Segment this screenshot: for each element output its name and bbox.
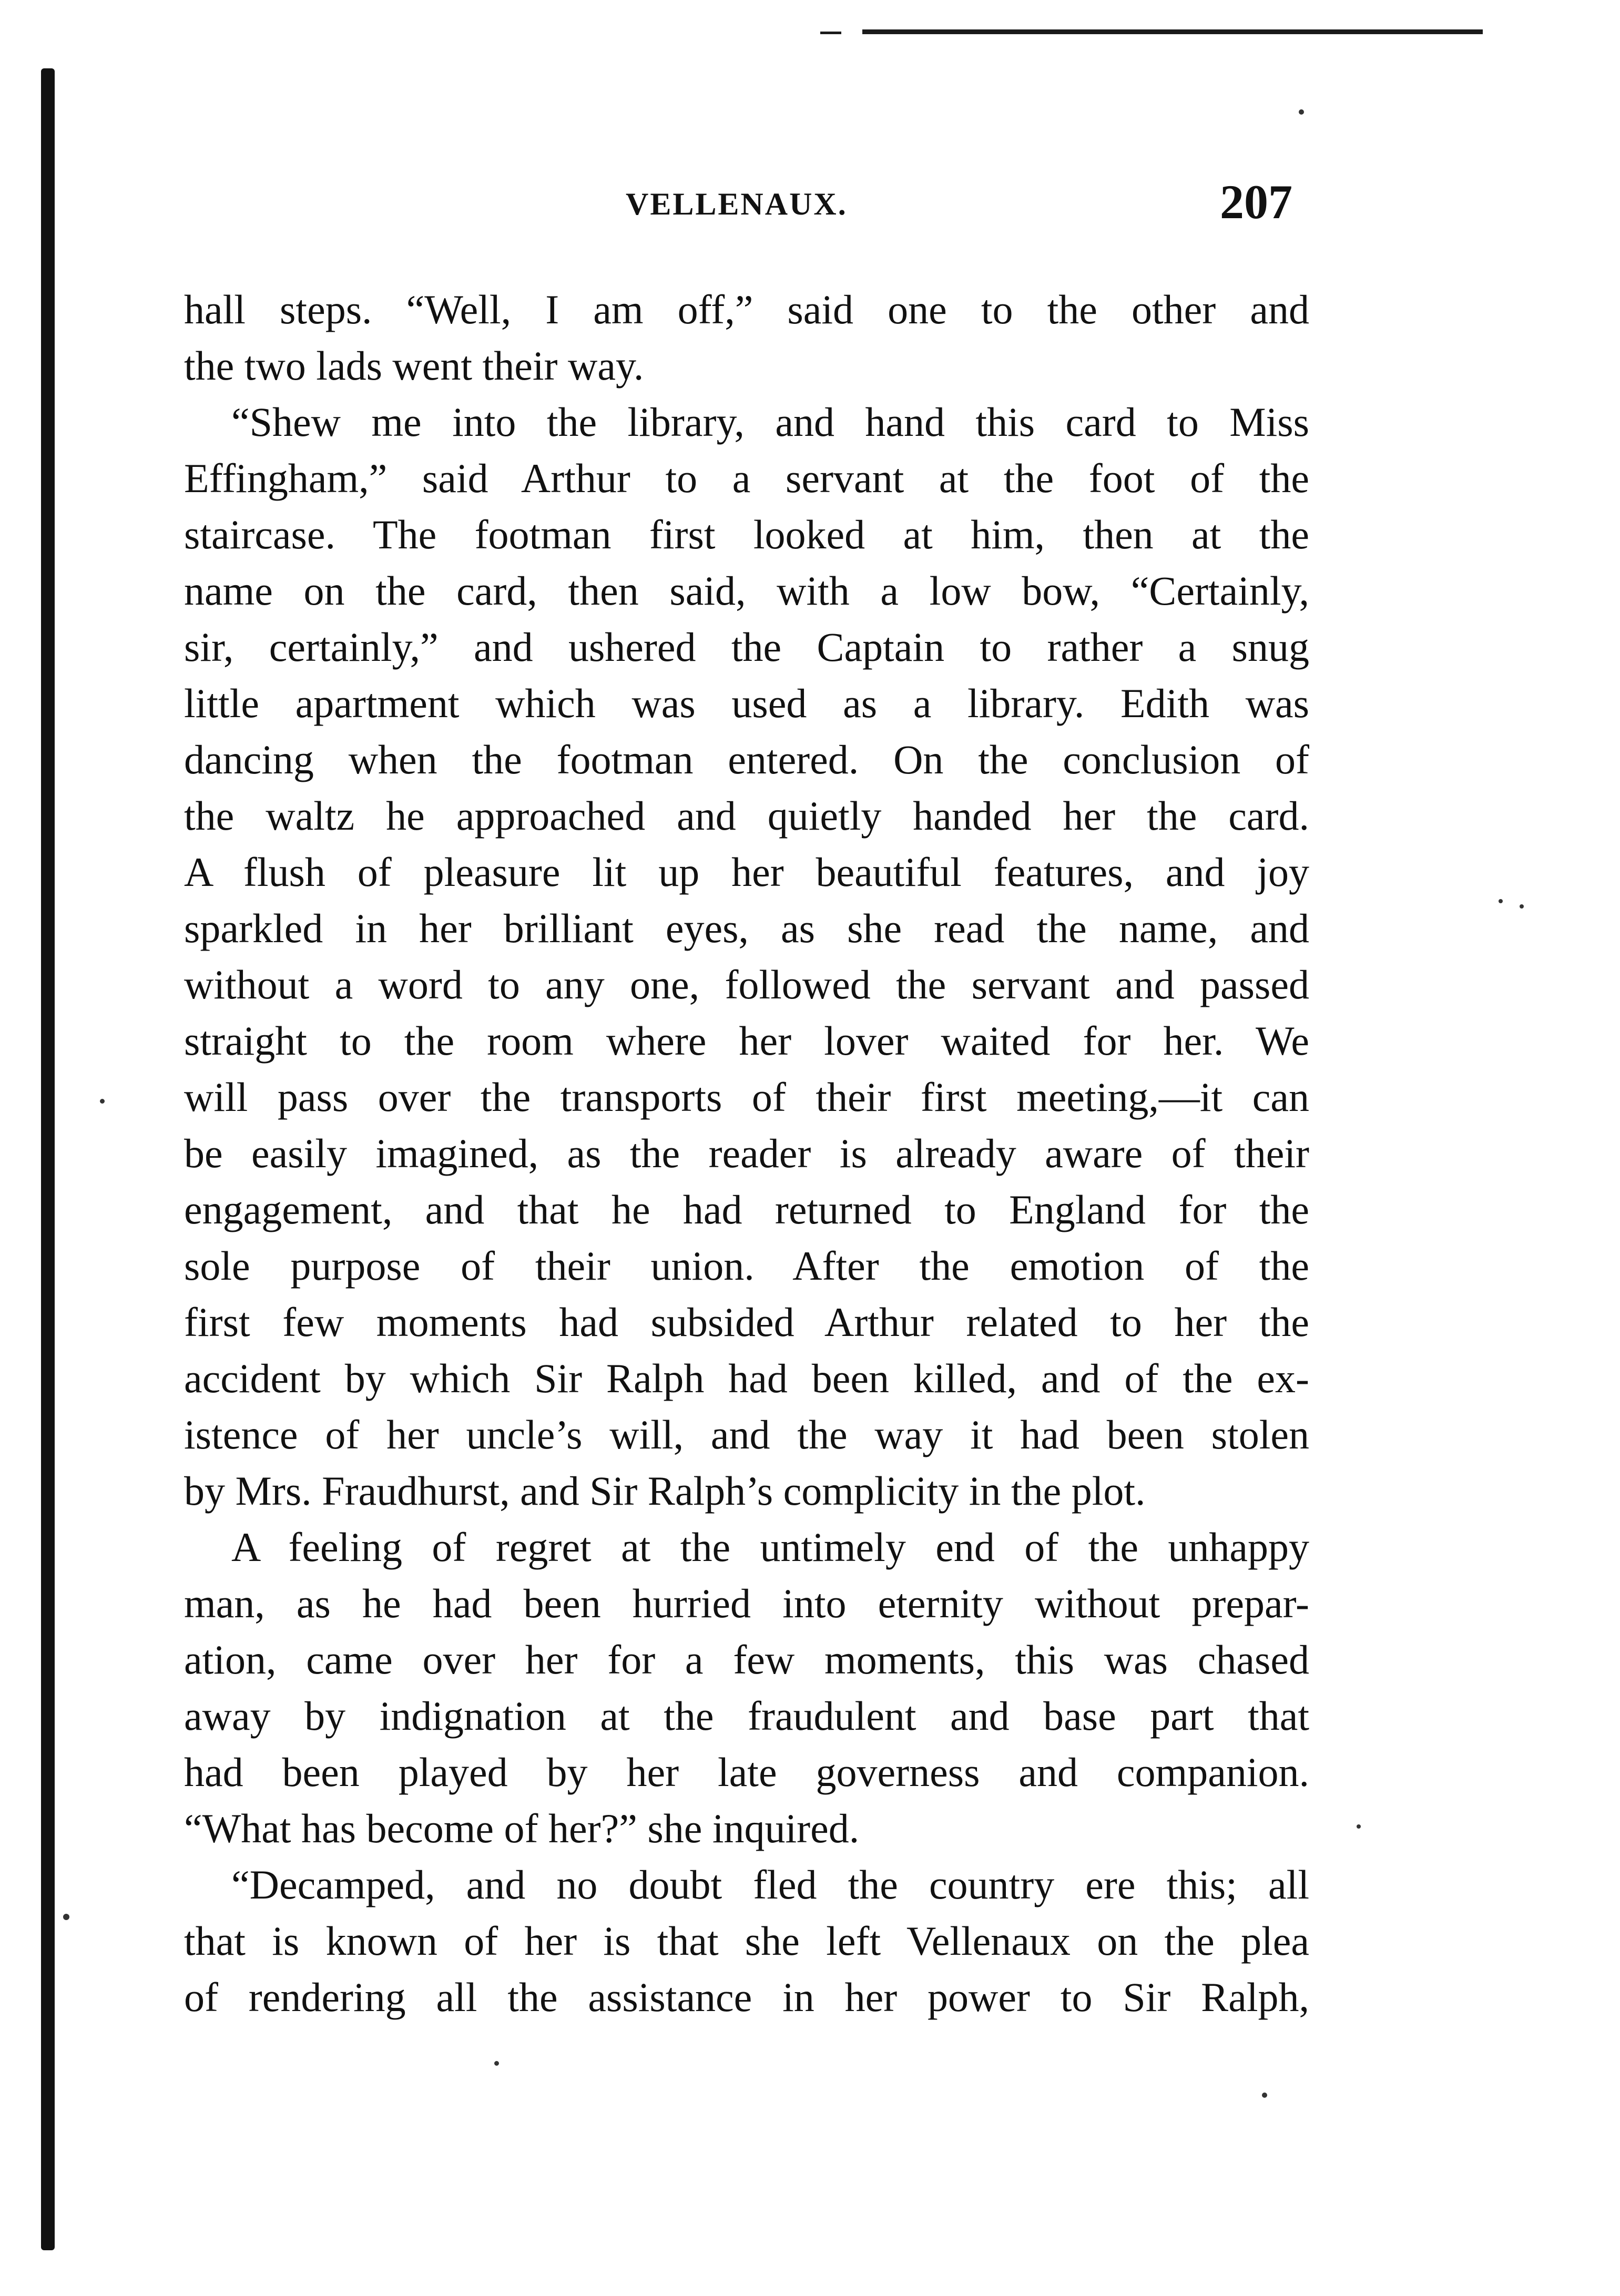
- text-line: “Shew me into the library, and hand this card to Miss: [231, 399, 1309, 445]
- text-line: A flush of pleasure lit up her beautiful features, and joy: [184, 849, 1309, 895]
- print-speck: [1520, 904, 1524, 909]
- text-line: Effingham,” said Arthur to a servant at the foot of the: [184, 455, 1309, 501]
- print-speck: [494, 2061, 499, 2066]
- page-number: 207: [1220, 175, 1292, 229]
- text-line: “What has become of her?” she inquired.: [184, 1805, 860, 1851]
- text-line: name on the card, then said, with a low bow, “Certainly,: [184, 568, 1309, 614]
- text-line: of rendering all the assistance in her power to Sir Ralph,: [184, 1974, 1309, 2020]
- print-speck: [100, 1099, 105, 1104]
- text-line: dancing when the footman entered. On the conclusion of: [184, 737, 1309, 782]
- text-line: first few moments had subsided Arthur related to her the: [184, 1299, 1309, 1345]
- text-line: away by indignation at the fraudulent and base part that: [184, 1693, 1309, 1739]
- text-line: accident by which Sir Ralph had been killed, and of the ex-: [184, 1355, 1309, 1401]
- running-title: VELLENAUX.: [626, 187, 848, 221]
- print-speck: [63, 1914, 69, 1920]
- print-speck: [1262, 2093, 1267, 2098]
- text-line: had been played by her late governess and companion.: [184, 1749, 1309, 1795]
- text-line: sparkled in her brilliant eyes, as she read the name, and: [184, 905, 1309, 951]
- top-rule: [862, 29, 1483, 34]
- text-line: without a word to any one, followed the servant and passed: [184, 962, 1309, 1007]
- text-line: will pass over the transports of their first meeting,—it can: [184, 1074, 1309, 1120]
- text-line: sole purpose of their union. After the emotion of the: [184, 1243, 1309, 1289]
- body-text: [184, 281, 1309, 2025]
- text-line: “Decamped, and no doubt fled the country ere this; all: [231, 1862, 1309, 1907]
- text-line: A feeling of regret at the untimely end of the unhappy: [231, 1524, 1309, 1570]
- text-line: the waltz he approached and quietly handed her the card.: [184, 793, 1309, 839]
- text-line: sir, certainly,” and ushered the Captain to rather a snug: [184, 624, 1309, 670]
- text-line: straight to the room where her lover waited for her. We: [184, 1018, 1309, 1064]
- text-line: by Mrs. Fraudhurst, and Sir Ralph’s complicity in the plot.: [184, 1468, 1146, 1514]
- text-line: be easily imagined, as the reader is already aware of their: [184, 1130, 1309, 1176]
- binding-edge-rule: [41, 68, 55, 2250]
- text-line: little apartment which was used as a library. Edith was: [184, 680, 1309, 726]
- print-speck: [1499, 899, 1503, 903]
- text-line: hall steps. “Well, I am off,” said one to the other and: [184, 287, 1309, 332]
- text-line: istence of her uncle’s will, and the way it had been stolen: [184, 1412, 1309, 1457]
- text-line: staircase. The footman first looked at him, then at the: [184, 512, 1309, 557]
- text-line: ation, came over her for a few moments, this was chased: [184, 1637, 1309, 1682]
- text-line: engagement, and that he had returned to England for the: [184, 1187, 1309, 1232]
- top-rule-dash: [820, 32, 841, 34]
- text-line: the two lads went their way.: [184, 343, 644, 389]
- print-speck: [1299, 109, 1304, 115]
- text-line: that is known of her is that she left Vellenaux on the plea: [184, 1918, 1309, 1964]
- text-line: man, as he had been hurried into eternity without prepar-: [184, 1580, 1309, 1626]
- print-speck: [1357, 1824, 1361, 1829]
